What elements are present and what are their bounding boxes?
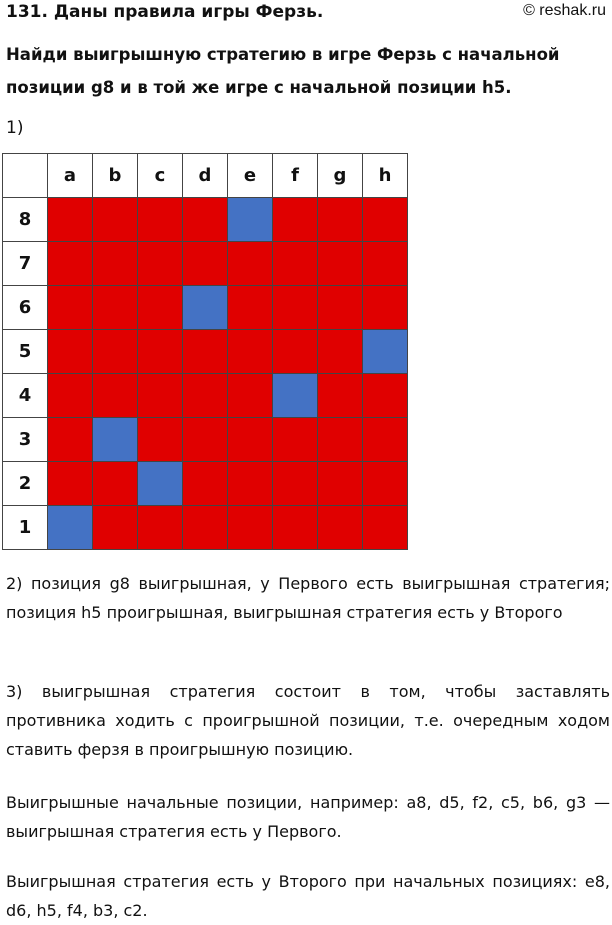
row-header-8: 8 (3, 198, 48, 242)
column-header-f: f (273, 154, 318, 198)
board-cell-e2 (228, 462, 273, 506)
board-row (3, 286, 408, 330)
board-cell-a4 (48, 374, 93, 418)
row-header-5: 5 (3, 330, 48, 374)
board-cell-h8 (363, 198, 408, 242)
column-header-d: d (183, 154, 228, 198)
board-cell-f2 (273, 462, 318, 506)
page-header-title: 131. Даны правила игры Ферзь. (6, 2, 324, 22)
board-cell-g4 (318, 374, 363, 418)
row-header-7: 7 (3, 242, 48, 286)
board-cell-c2 (138, 462, 183, 506)
board-row (3, 330, 408, 374)
answer-second-positions: Выигрышная стратегия есть у Второго при начальных позициях: e8, d6, h5, f4, b3, c2. (6, 872, 610, 920)
row-header-4: 4 (3, 374, 48, 418)
board-row (3, 198, 408, 242)
board-cell-b6 (93, 286, 138, 330)
board-cell-b3 (93, 418, 138, 462)
board-cell-h4 (363, 374, 408, 418)
board-cell-g6 (318, 286, 363, 330)
board-cell-b8 (93, 198, 138, 242)
board-cell-c7 (138, 242, 183, 286)
board-cell-c4 (138, 374, 183, 418)
site-credit[interactable]: © reshak.ru (523, 2, 606, 19)
column-header-e: e (228, 154, 273, 198)
board-cell-d3 (183, 418, 228, 462)
board-corner (3, 154, 48, 198)
board-cell-a8 (48, 198, 93, 242)
column-header-g: g (318, 154, 363, 198)
board-cell-g5 (318, 330, 363, 374)
board-cell-d5 (183, 330, 228, 374)
board-cell-a6 (48, 286, 93, 330)
board-cell-f3 (273, 418, 318, 462)
board-cell-a5 (48, 330, 93, 374)
board-cell-f6 (273, 286, 318, 330)
board-cell-a7 (48, 242, 93, 286)
board-cell-e1 (228, 506, 273, 550)
board-row (3, 374, 408, 418)
chess-board (2, 153, 408, 550)
column-header-h: h (363, 154, 408, 198)
board-cell-e3 (228, 418, 273, 462)
column-header-b: b (93, 154, 138, 198)
board-cell-g8 (318, 198, 363, 242)
board-cell-h5 (363, 330, 408, 374)
board-cell-h7 (363, 242, 408, 286)
board-cell-f8 (273, 198, 318, 242)
board-row (3, 418, 408, 462)
board-cell-c8 (138, 198, 183, 242)
board-cell-a2 (48, 462, 93, 506)
column-header-c: c (138, 154, 183, 198)
board-cell-d2 (183, 462, 228, 506)
board-cell-e4 (228, 374, 273, 418)
board-cell-e6 (228, 286, 273, 330)
board-cell-e7 (228, 242, 273, 286)
task-text: Найди выигрышную стратегию в игре Ферзь с начальной позиции g8 и в той же игре с начальной позиции h5. (6, 45, 560, 97)
board-cell-h1 (363, 506, 408, 550)
board-cell-d6 (183, 286, 228, 330)
board-cell-g7 (318, 242, 363, 286)
board-cell-a1 (48, 506, 93, 550)
part1-label: 1) (6, 118, 24, 138)
board-cell-f7 (273, 242, 318, 286)
board-cell-b2 (93, 462, 138, 506)
answer-part2: 2) позиция g8 выигрышная, у Первого есть выигрышная стратегия; позиция h5 проигрышная, выигрышная стратегия есть у Второго (6, 574, 610, 622)
board-row (3, 242, 408, 286)
board-cell-b7 (93, 242, 138, 286)
board-cell-f1 (273, 506, 318, 550)
board-cell-a3 (48, 418, 93, 462)
board-cell-c3 (138, 418, 183, 462)
row-header-3: 3 (3, 418, 48, 462)
board-cell-d1 (183, 506, 228, 550)
board-cell-g3 (318, 418, 363, 462)
row-header-1: 1 (3, 506, 48, 550)
board-cell-c6 (138, 286, 183, 330)
answer-part3: 3) выигрышная стратегия состоит в том, чтобы заставлять противника ходить с проигрышной позиции, т.е. очередным ходом ставить ферзя в проигрышную позицию. (6, 682, 610, 759)
row-header-2: 2 (3, 462, 48, 506)
answer-winning-positions: Выигрышные начальные позиции, например: a8, d5, f2, c5, b6, g3 — выигрышная стратегия есть у Первого. (6, 793, 610, 841)
board-cell-c1 (138, 506, 183, 550)
board-cell-d4 (183, 374, 228, 418)
board-cell-b1 (93, 506, 138, 550)
board-cell-g2 (318, 462, 363, 506)
board-row (3, 462, 408, 506)
board-cell-g1 (318, 506, 363, 550)
board-cell-b5 (93, 330, 138, 374)
board-cell-h3 (363, 418, 408, 462)
board-cell-b4 (93, 374, 138, 418)
board-cell-h6 (363, 286, 408, 330)
board-cell-e8 (228, 198, 273, 242)
board-cell-e5 (228, 330, 273, 374)
board-cell-d8 (183, 198, 228, 242)
board-cell-h2 (363, 462, 408, 506)
board-cell-d7 (183, 242, 228, 286)
board-cell-f4 (273, 374, 318, 418)
column-header-a: a (48, 154, 93, 198)
board-cell-f5 (273, 330, 318, 374)
board-row (3, 506, 408, 550)
board-cell-c5 (138, 330, 183, 374)
row-header-6: 6 (3, 286, 48, 330)
